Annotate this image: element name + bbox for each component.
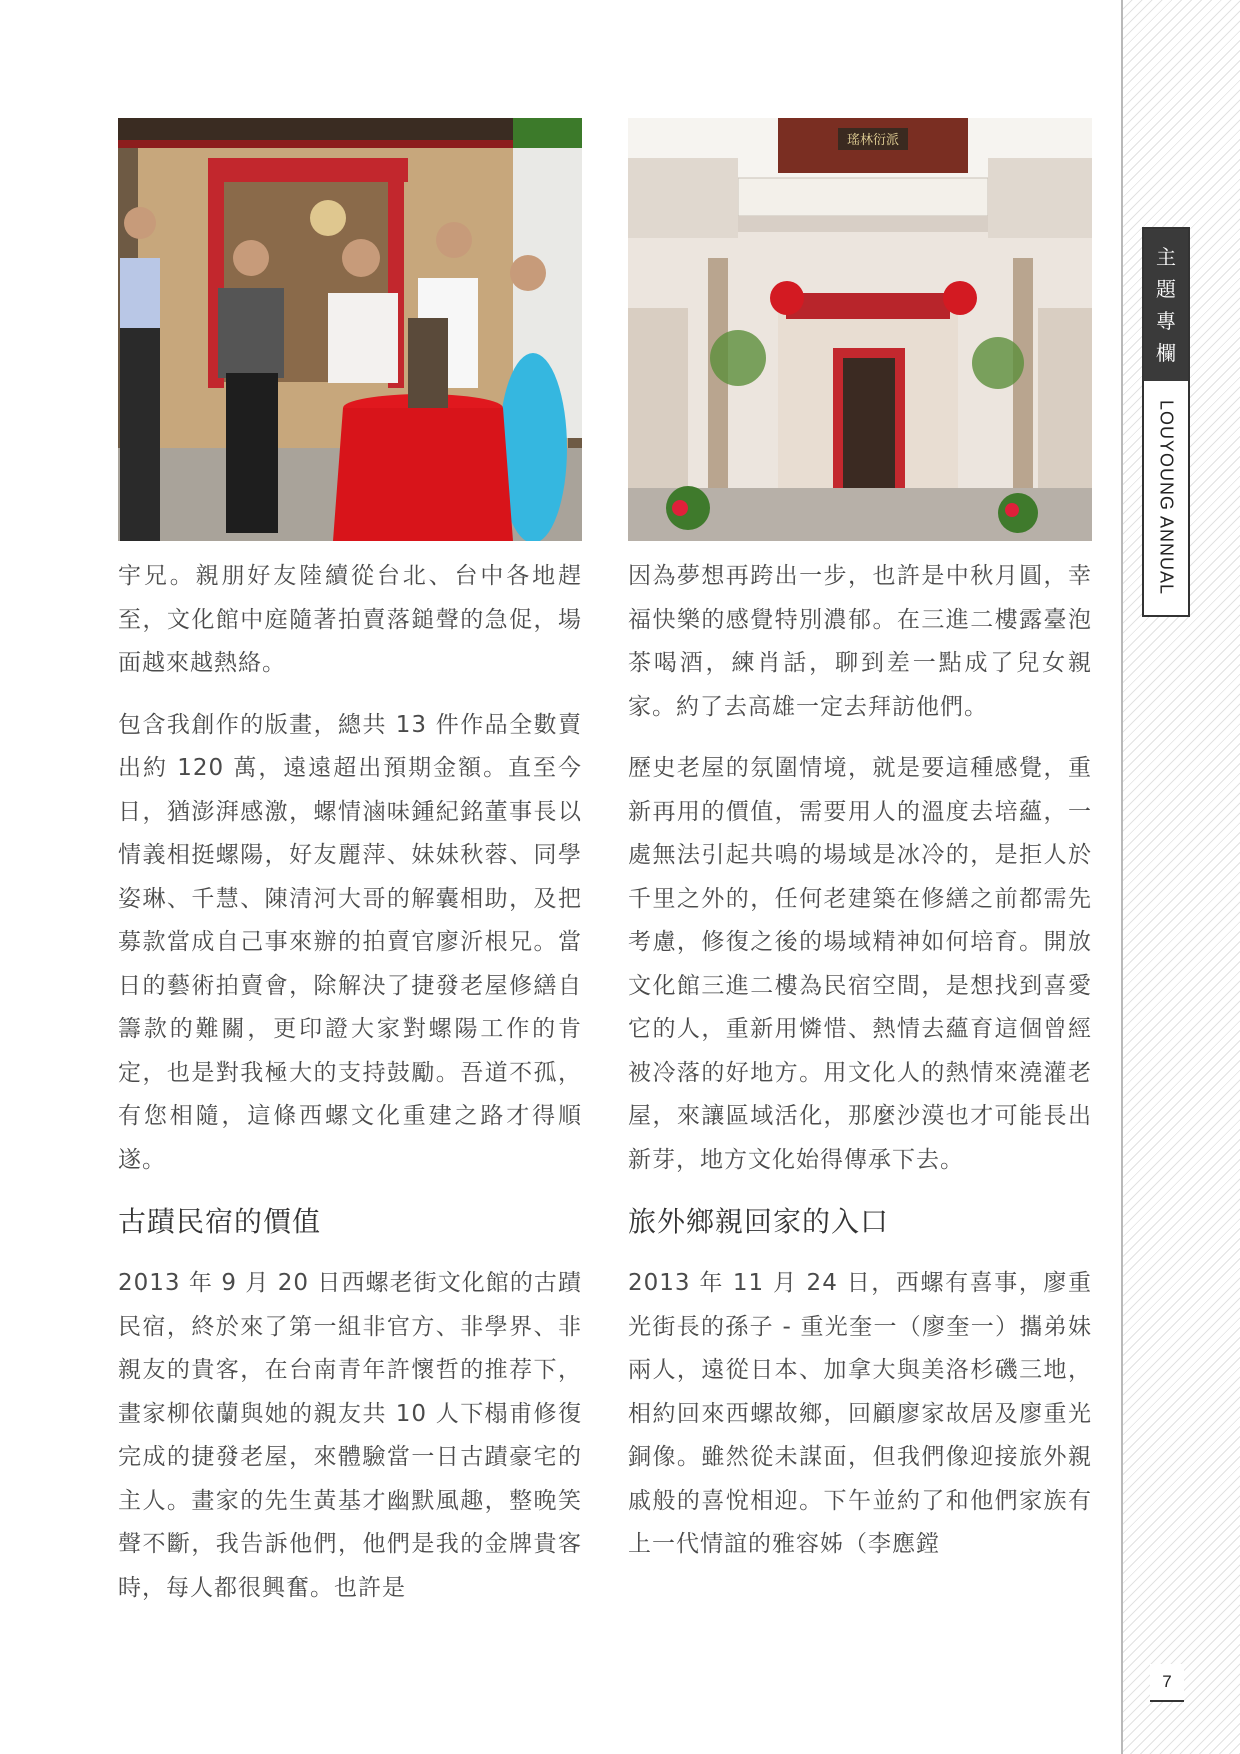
left-text-column: [118, 555, 582, 1610]
page-number: 7: [1150, 1664, 1184, 1702]
paragraph: 因為夢想再跨出一步，也許是中秋月圓，幸福快樂的感覺特別濃郁。在三進二樓露臺泡茶喝酒，練肖話，聊到差一點成了兒女親家。約了去高雄一定去拜訪他們。: [628, 563, 1092, 720]
plaque-text: 瑤林衍派: [846, 133, 900, 148]
right-text-column: [628, 555, 1092, 1567]
section-tab-title: [1144, 229, 1188, 381]
section-tab-char: 題: [1156, 277, 1176, 301]
section-tab-char: 專: [1156, 309, 1176, 333]
publication-name: LOUYOUNG ANNUAL: [1156, 400, 1177, 596]
courtyard-photo: [628, 118, 1092, 541]
section-tab: [1142, 227, 1190, 617]
paragraph: 包含我創作的版畫，總共 13 件作品全數賣出約 120 萬，遠遠超出預期金額。直至今日，猶澎湃感激，螺情滷味鍾紀銘董事長以情義相挺螺陽，好友麗萍、妹妹秋蓉、同學姿琳、千慧、陳清河大哥的解囊相助，及把募款當成自己事來辦的拍賣官廖沂根兄。當日的藝術拍賣會，除解決了捷發老屋修繕自籌款的難關，更印證大家對螺陽工作的肯定，也是對我極大的支持鼓勵。吾道不孤，有您相隨，這條西螺文化重建之路才得順遂。: [118, 711, 582, 1173]
section-heading: 旅外鄉親回家的入口: [628, 1205, 890, 1238]
paragraph: 2013 年 9 月 20 日西螺老街文化館的古蹟民宿，終於來了第一組非官方、非學界、非親友的貴客，在台南青年許懷哲的推荐下， 畫家柳依蘭與她的親友共 10 人下榻甫修復完成的捷發老屋，來體驗當一日古蹟豪宅的主人。畫家的先生黃基才幽默風趣，整晚笑聲不斷，我告訴他們，他們是我的金牌貴客時，每人都很興奮。也許是: [118, 1270, 582, 1601]
section-tab-char: 欄: [1156, 341, 1176, 365]
auction-photo: [118, 118, 582, 541]
section-tab-char: 主: [1156, 245, 1176, 269]
paragraph: 歷史老屋的氛圍情境，就是要這種感覺，重新再用的價值，需要用人的溫度去培蘊，一處無法引起共鳴的場域是冰冷的，是拒人於千里之外的，任何老建築在修繕之前都需先考慮，修復之後的場域精神如何培育。開放文化館三進二樓為民宿空間，是想找到喜愛它的人，重新用憐惜、熱情去蘊育這個曾經被冷落的好地方。用文化人的熱情來澆灌老屋，來讓區域活化，那麼沙漠也才可能長出新芽，地方文化始得傳承下去。: [628, 755, 1092, 1173]
paragraph: 宇兄。親朋好友陸續從台北、台中各地趕至，文化館中庭隨著拍賣落鎚聲的急促，場面越來越熱絡。: [118, 563, 582, 676]
section-heading: 古蹟民宿的價值: [118, 1205, 322, 1238]
paragraph: 2013 年 11 月 24 日，西螺有喜事，廖重光街長的孫子 - 重光奎一（廖奎一）攜弟妹兩人，遠從日本、加拿大與美洛杉磯三地，相約回來西螺故鄉，回顧廖家故居及廖重光銅像。雖然從未謀面，但我們像迎接旅外親戚般的喜悅相迎。下午並約了和他們家族有上一代情誼的雅容姊（李應鏜: [628, 1270, 1092, 1557]
